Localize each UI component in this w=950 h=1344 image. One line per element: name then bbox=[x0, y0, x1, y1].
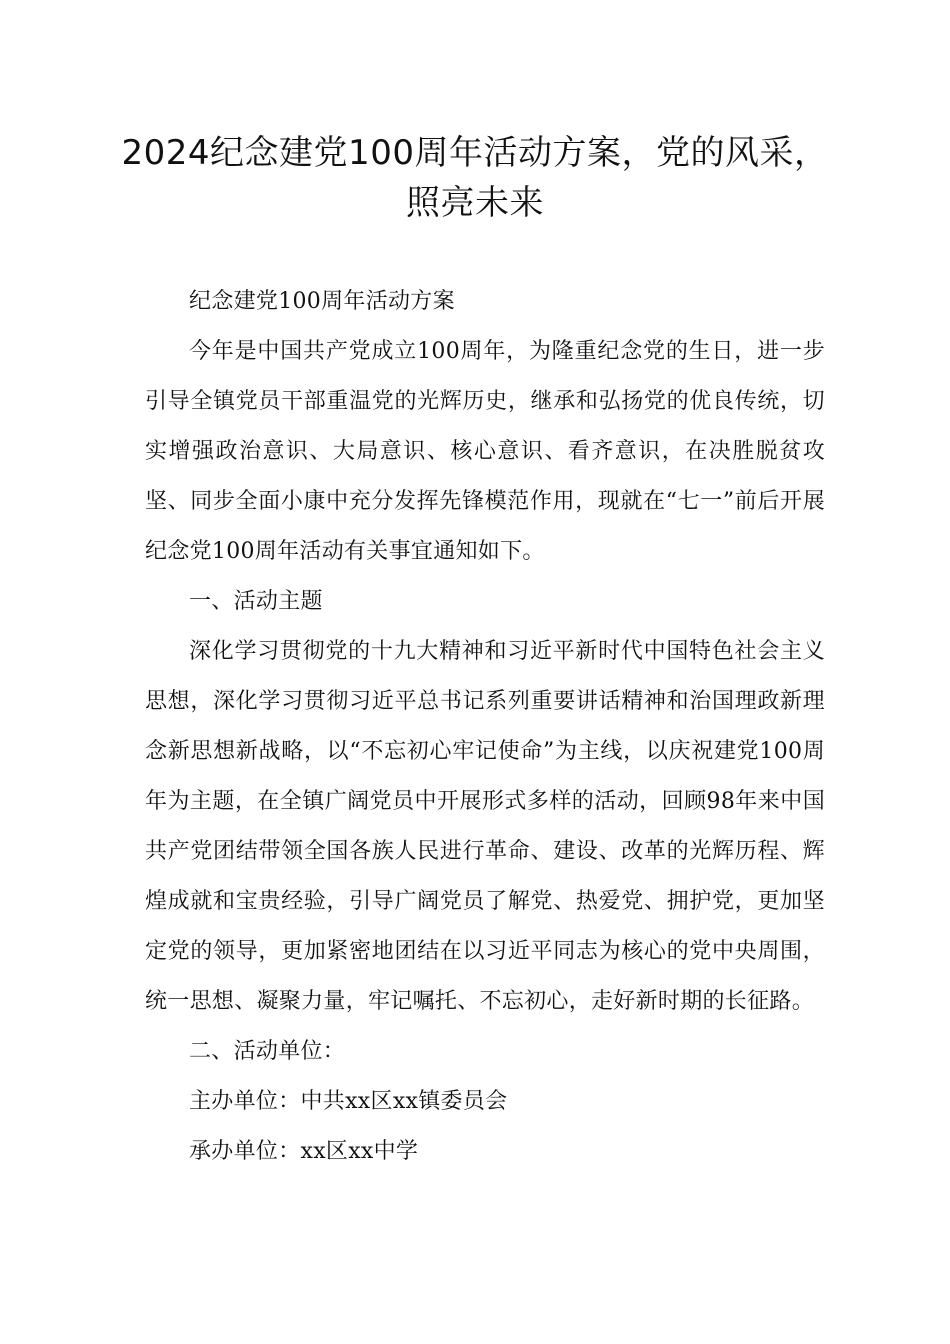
subtitle-paragraph: 纪念建党100周年活动方案 bbox=[189, 289, 455, 314]
section-heading-theme: 一、活动主题 bbox=[189, 589, 323, 614]
section-heading-units: 二、活动单位： bbox=[189, 1039, 346, 1064]
host-line: 承办单位：xx区xx中学 bbox=[189, 1139, 419, 1164]
intro-paragraph: 今年是中国共产党成立100周年，为隆重纪念党的生日，进一步引导全镇党员干部重温党的光辉历史，继承和弘扬党的优良传统，切实增强政治意识、大局意识、核心意识、看齐意识，在决胜脱贫攻坚、同步全面小康中充分发挥先锋模范作用，现就在“七一”前后开展纪念党100周年活动有关事宜通知如下。 bbox=[145, 339, 825, 564]
organizer-line: 主办单位：中共xx区xx镇委员会 bbox=[189, 1089, 508, 1114]
theme-paragraph: 深化学习贯彻党的十九大精神和习近平新时代中国特色社会主义思想，深化学习贯彻习近平总书记系列重要讲话精神和治国理政新理念新思想新战略，以“不忘初心牢记使命”为主线，以庆祝建党100周年为主题，在全镇广阔党员中开展形式多样的活动，回顾98年来中国共产党团结带领全国各族人民进行革命、建设、改革的光辉历程、辉煌成就和宝贵经验，引导广阔党员了解党、热爱党、拥护党，更加坚定党的领导，更加紧密地团结在以习近平同志为核心的党中央周围，统一思想、凝聚力量，牢记嘱托、不忘初心，走好新时期的长征路。 bbox=[145, 639, 825, 1014]
document-title: 2024纪念建党100周年活动方案，党的风采，照亮未来 bbox=[121, 133, 829, 223]
document-body bbox=[145, 277, 825, 1177]
